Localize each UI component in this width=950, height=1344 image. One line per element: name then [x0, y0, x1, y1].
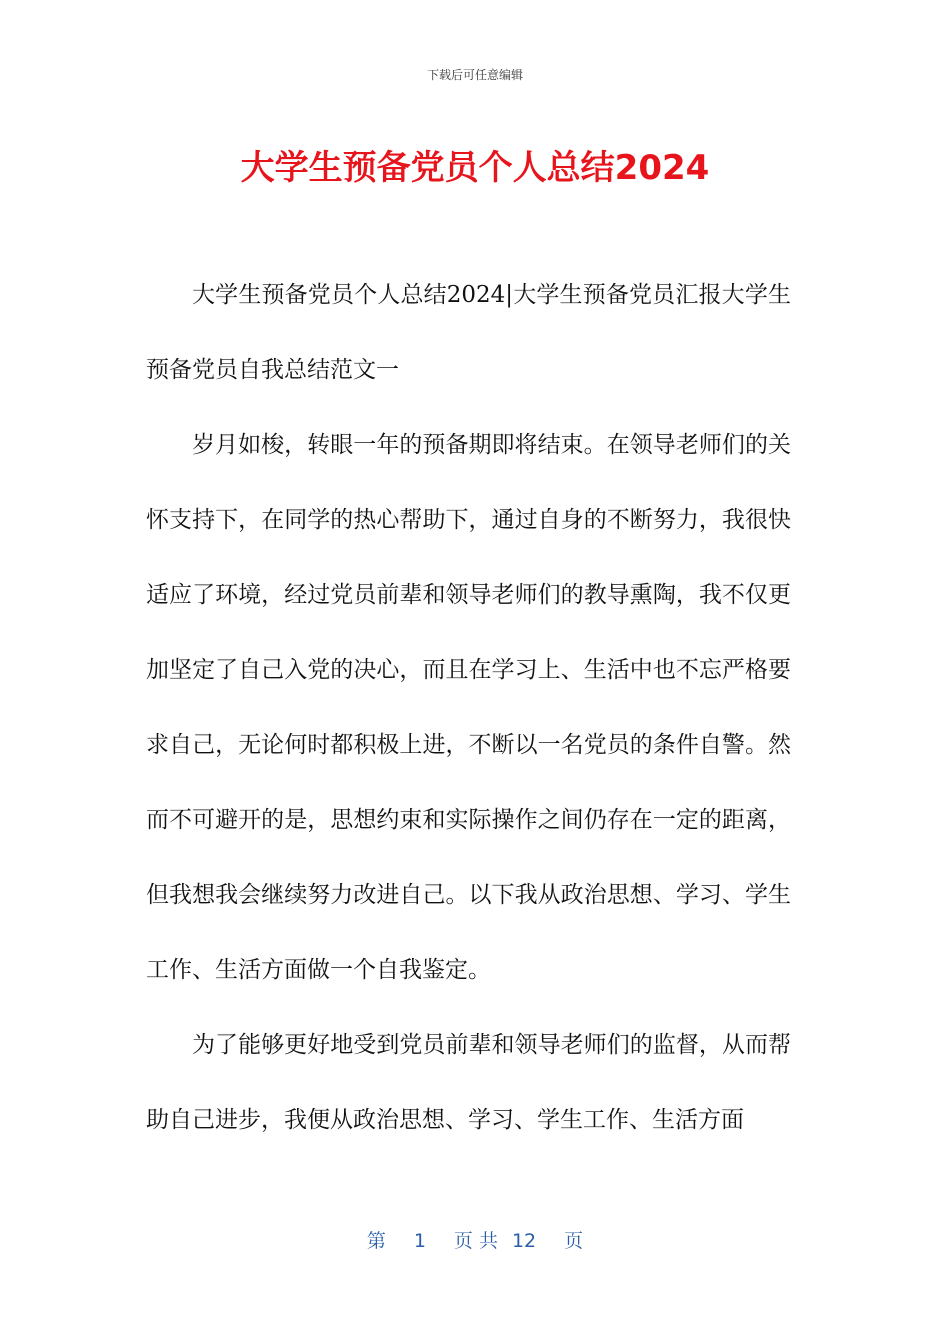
footer-suffix: 页 — [564, 1230, 584, 1252]
header-note: 下载后可任意编辑 — [426, 68, 523, 82]
page-footer — [0, 1226, 950, 1253]
paragraph-2: 岁月如梭，转眼一年的预备期即将结束。在领导老师们的关怀支持下，在同学的热心帮助下，通过自身的不断努力，我很快适应了环境，经过党员前辈和领导老师们的教导熏陶，我不仅更加坚定了自己入党的决心，而且在学习上、生活中也不忘严格要求自己，无论何时都积极上进，不断以一名党员的条件自警。然而不可避开的是，思想约束和实际操作之间仍存在一定的距离，但我想我会继续努力改进自己。以下我从政治思想、学习、学生工作、生活方面做一个自我鉴定。 — [146, 432, 791, 983]
document-body — [146, 258, 791, 1158]
paragraph-3: 为了能够更好地受到党员前辈和领导老师们的监督，从而帮助自己进步，我便从政治思想、学习、学生工作、生活方面 — [146, 1032, 791, 1133]
footer-middle: 页 共 — [453, 1230, 498, 1252]
document-title: 大学生预备党员个人总结2024 — [240, 148, 710, 188]
footer-total-pages: 12 — [511, 1230, 537, 1252]
paragraph-1: 大学生预备党员个人总结2024|大学生预备党员汇报大学生预备党员自我总结范文一 — [146, 282, 791, 383]
footer-prefix: 第 — [366, 1230, 386, 1252]
footer-current-page: 1 — [413, 1230, 426, 1252]
